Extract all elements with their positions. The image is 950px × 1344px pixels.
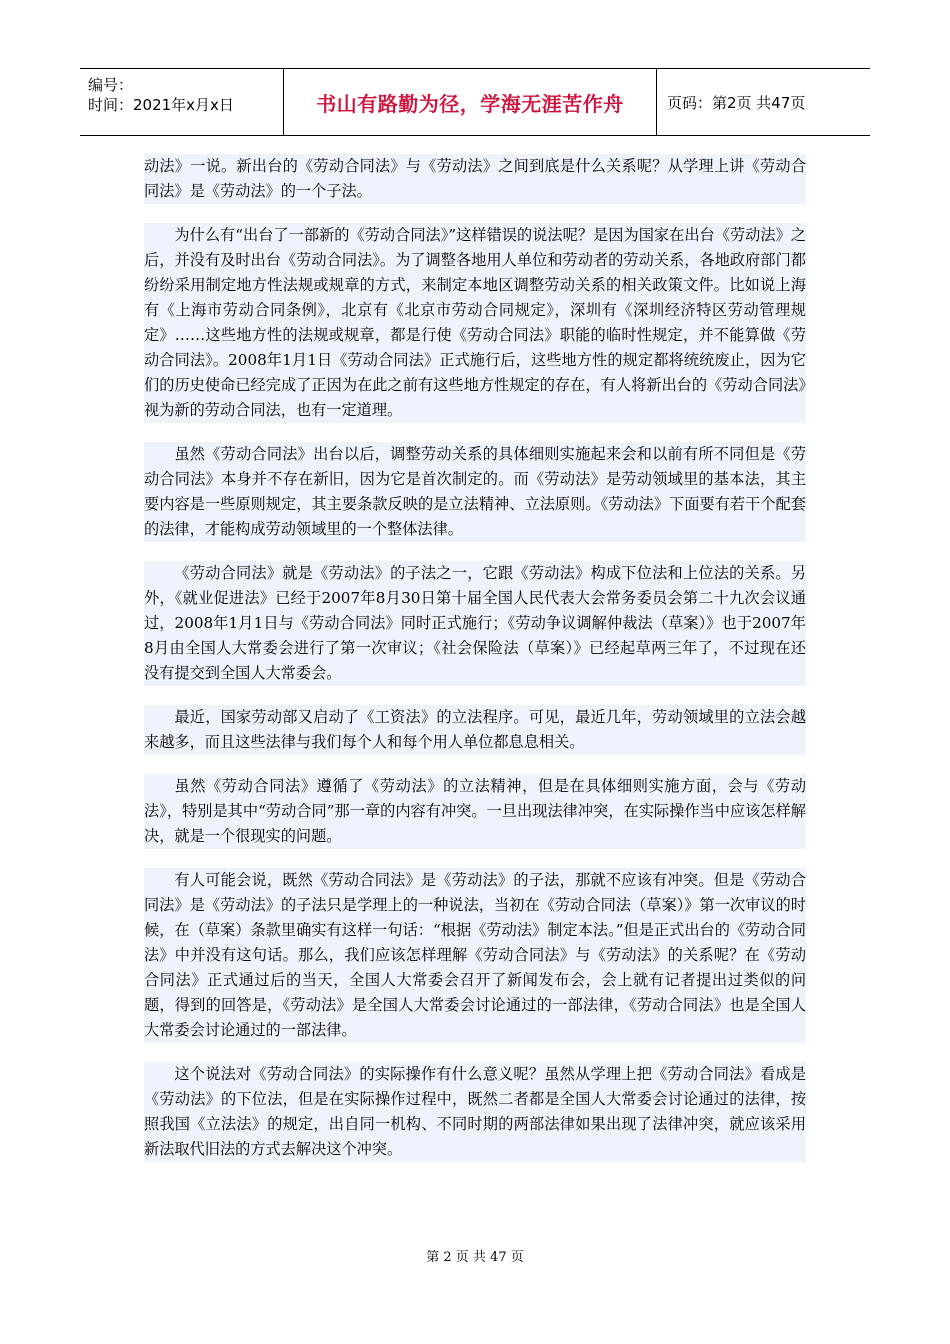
- page-header: [80, 68, 870, 136]
- paragraph: 虽然《劳动合同法》出台以后，调整劳动关系的具体细则实施起来会和以前有所不同但是《劳动合同法》本身并不存在新旧，因为它是首次制定的。而《劳动法》是劳动领域里的基本法，其主要内容是一些原则规定，其主要条款反映的是立法精神、立法原则。《劳动法》下面要有若干个配套的法律，才能构成劳动领域里的一个整体法律。: [144, 442, 806, 542]
- number-label: 编号：: [88, 76, 134, 94]
- paragraph: 有人可能会说，既然《劳动合同法》是《劳动法》的子法，那就不应该有冲突。但是《劳动合同法》是《劳动法》的子法只是学理上的一种说法，当初在《劳动合同法（草案）》第一次审议的时候，在（草案）条款里确实有这样一句话：“根据《劳动法》制定本法。”但是正式出台的《劳动合同法》中并没有这句话。那么，我们应该怎样理解《劳动合同法》与《劳动法》的关系呢？在《劳动合同法》正式通过后的当天，全国人大常委会召开了新闻发布会，会上就有记者提出过类似的问题，得到的回答是，《劳动法》是全国人大常委会讨论通过的一部法律，《劳动合同法》也是全国人大常委会讨论通过的一部法律。: [144, 868, 806, 1043]
- paragraph: 为什么有“出台了一部新的《劳动合同法》”这样错误的说法呢？是因为国家在出台《劳动法》之后，并没有及时出台《劳动合同法》。为了调整各地用人单位和劳动者的劳动关系，各地政府部门都纷纷采用制定地方性法规或规章的方式，来制定本地区调整劳动关系的相关政策文件。比如说上海有《上海市劳动合同条例》，北京有《北京市劳动合同规定》，深圳有《深圳经济特区劳动管理规定》……这些地方性的法规或规章，都是行使《劳动合同法》职能的临时性规定，并不能算做《劳动合同法》。2008年1月1日《劳动合同法》正式施行后，这些地方性的规定都将统统废止，因为它们的历史使命已经完成了正因为在此之前有这些地方性规定的存在，有人将新出台的《劳动合同法》视为新的劳动合同法，也有一定道理。: [144, 223, 806, 423]
- paragraph: 动法》一说。新出台的《劳动合同法》与《劳动法》之间到底是什么关系呢？从学理上讲《劳动合同法》是《劳动法》的一个子法。: [144, 154, 806, 204]
- paragraph: 《劳动合同法》就是《劳动法》的子法之一，它跟《劳动法》构成下位法和上位法的关系。另外，《就业促进法》已经于2007年8月30日第十届全国人民代表大会常务委员会第二十九次会议通过，2008年1月1日与《劳动合同法》同时正式施行；《劳动争议调解仲裁法（草案）》也于2007年8月由全国人大常委会进行了第一次审议；《社会保险法（草案）》已经起草两三年了，不过现在还没有提交到全国人大常委会。: [144, 561, 806, 686]
- paragraph: 这个说法对《劳动合同法》的实际操作有什么意义呢？虽然从学理上把《劳动合同法》看成是《劳动法》的下位法，但是在实际操作过程中，既然二者都是全国人大常委会讨论通过的法律，按照我国《立法法》的规定，出自同一机构、不同时期的两部法律如果出现了法律冲突，就应该采用新法取代旧法的方式去解决这个冲突。: [144, 1062, 806, 1162]
- document-body: [144, 154, 806, 1181]
- header-page-info: 页码：第2页 共47页: [667, 93, 806, 112]
- header-meta: [80, 69, 284, 135]
- header-motto: 书山有路勤为径，学海无涯苦作舟: [284, 69, 657, 135]
- paragraph: 最近，国家劳动部又启动了《工资法》的立法程序。可见，最近几年，劳动领域里的立法会越来越多，而且这些法律与我们每个人和每个用人单位都息息相关。: [144, 705, 806, 755]
- time-label: 时间：2021年x月x日: [88, 96, 234, 114]
- paragraph: 虽然《劳动合同法》遵循了《劳动法》的立法精神，但是在具体细则实施方面，会与《劳动法》，特别是其中“劳动合同”那一章的内容有冲突。一旦出现法律冲突，在实际操作当中应该怎样解决，就是一个很现实的问题。: [144, 774, 806, 849]
- page-footer: 第 2 页 共 47 页: [426, 1250, 524, 1265]
